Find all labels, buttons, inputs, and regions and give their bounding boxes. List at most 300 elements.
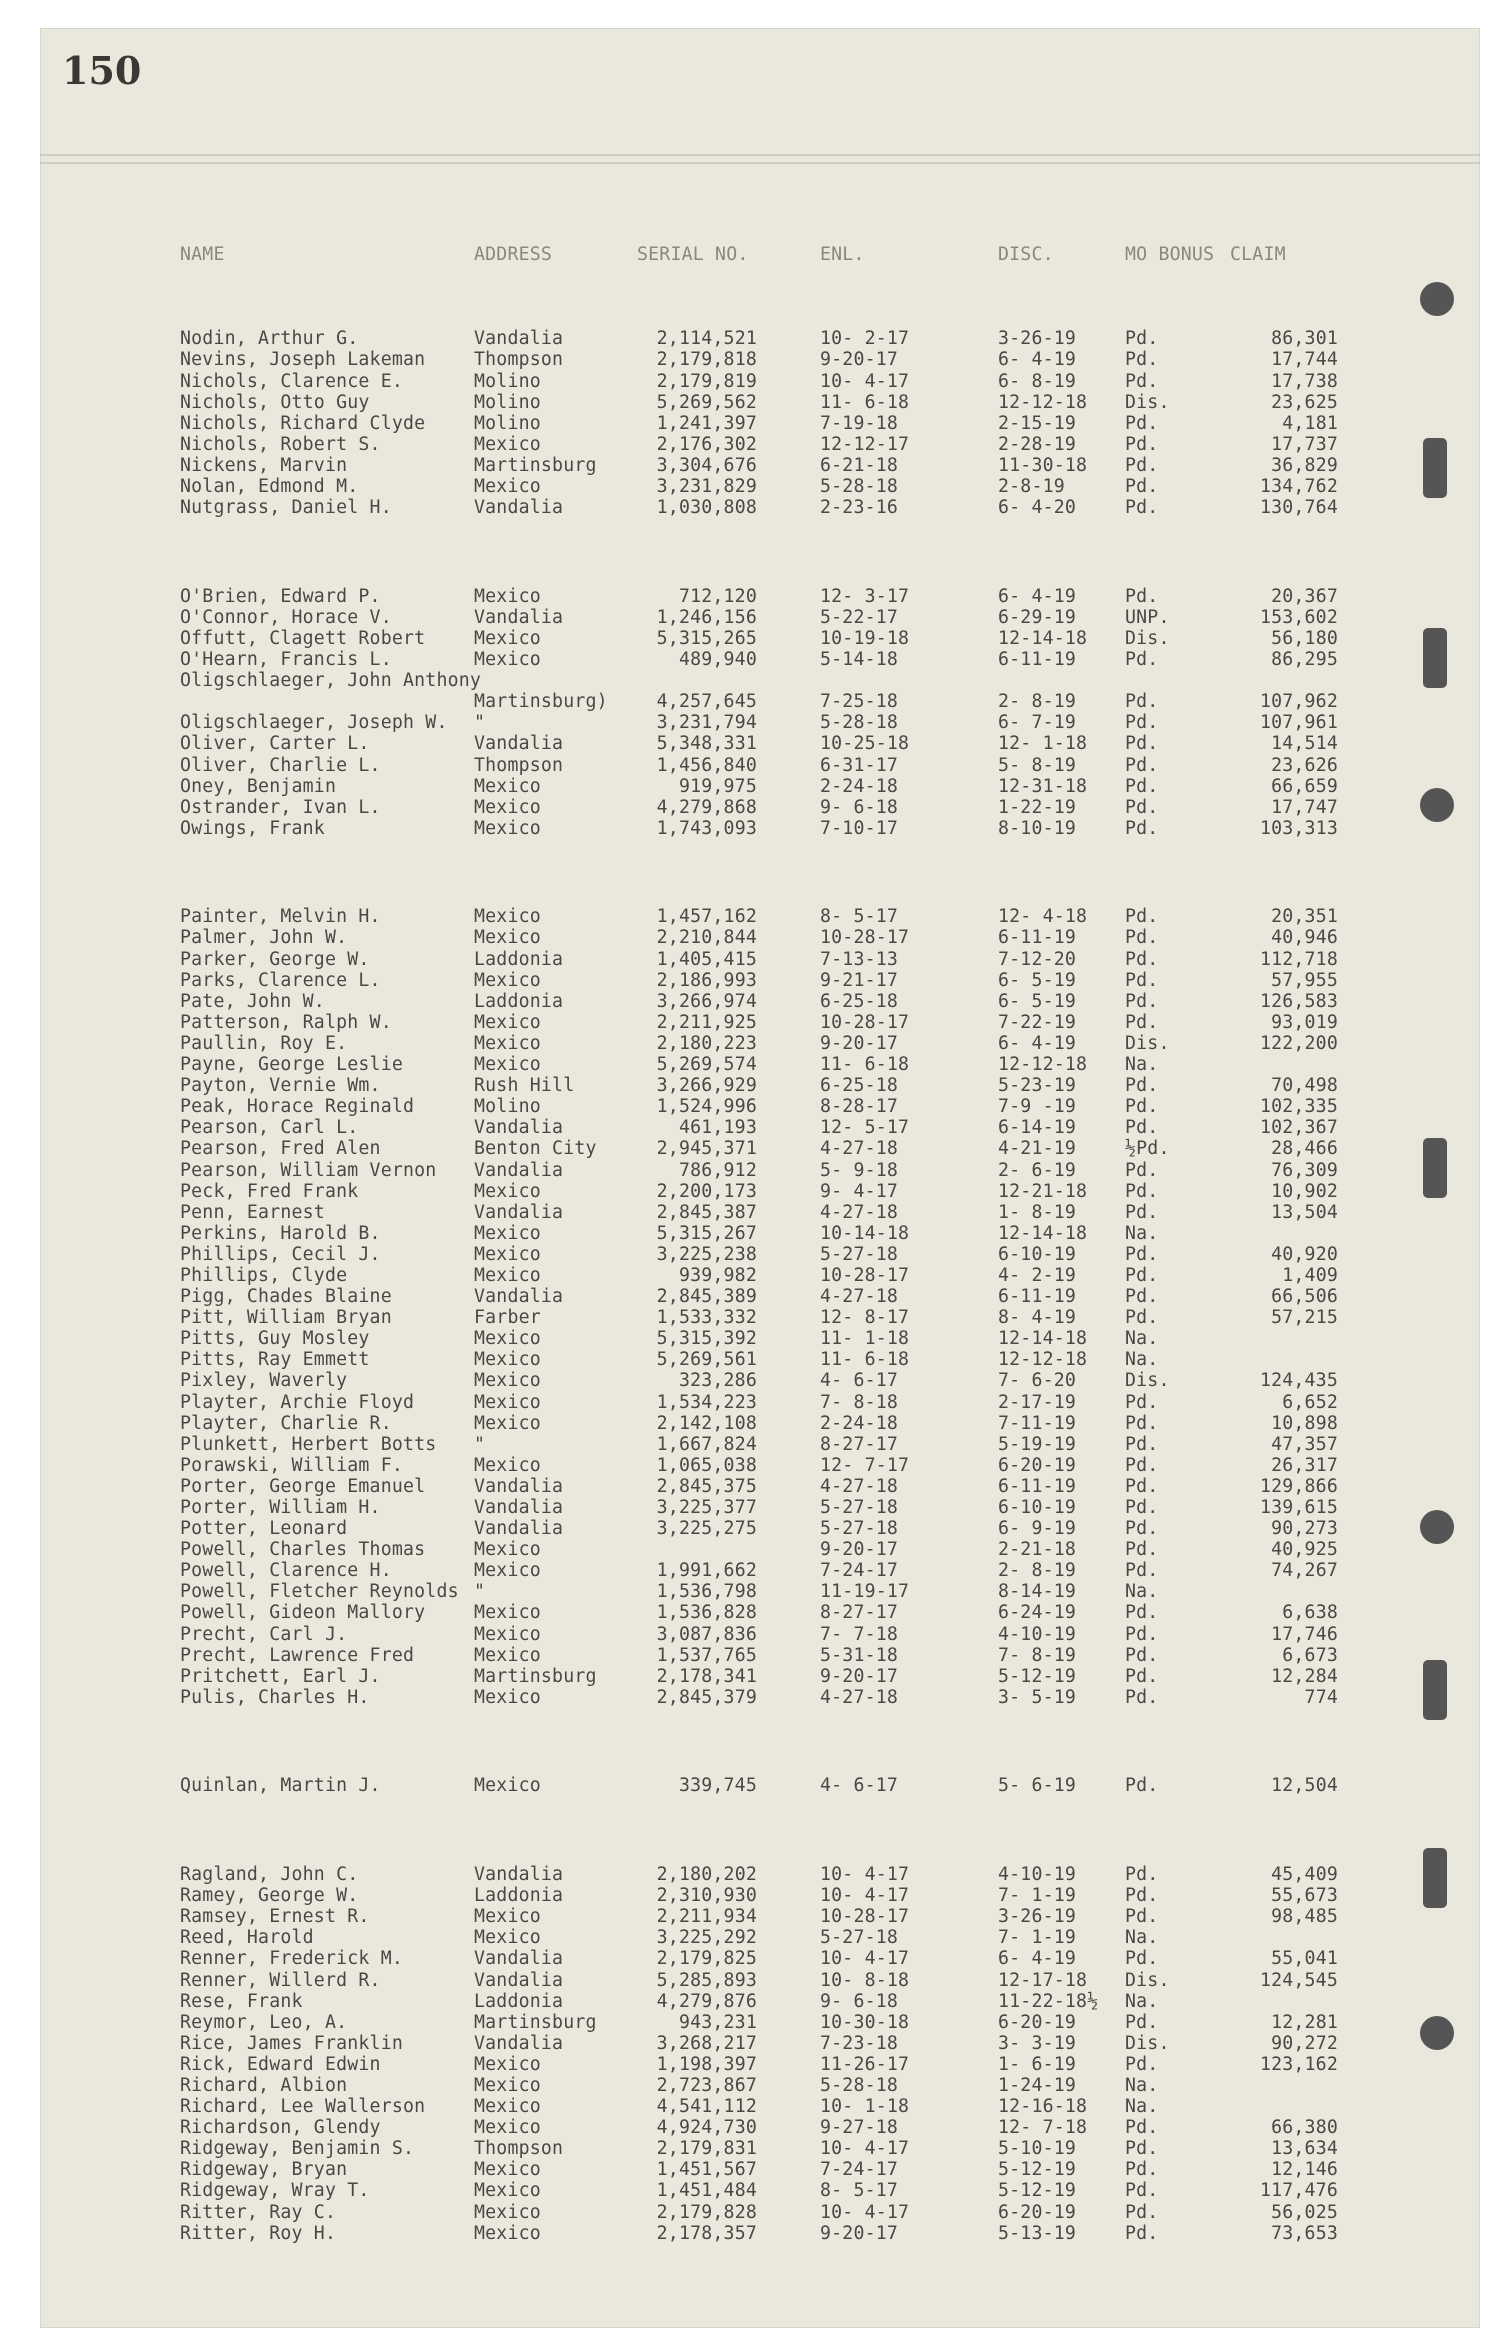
entry-address: Farber [474, 1307, 541, 1329]
entry-name: Offutt, Clagett Robert [180, 627, 426, 649]
ledger-row [180, 392, 1380, 413]
entry-address: Martinsburg [474, 454, 597, 476]
entry-discharged-date: 5-10-19 [998, 2138, 1077, 2160]
entry-serial-number: 2,845,389 [656, 1286, 757, 1308]
entry-name: Peck, Fred Frank [180, 1180, 359, 1202]
entry-enlisted-date: 6-25-18 [820, 990, 899, 1012]
entry-name: Powell, Gideon Mallory [180, 1602, 426, 1624]
entry-address: Molino [474, 391, 541, 413]
entry-bonus-status: Pd. [1125, 2180, 1159, 2202]
entry-serial-number: 1,198,397 [656, 2053, 757, 2075]
entry-bonus-status: Na. [1125, 2075, 1159, 2097]
group-spacer [180, 265, 1380, 328]
entry-enlisted-date: 8-27-17 [820, 1602, 899, 1624]
entry-enlisted-date: 12- 5-17 [820, 1117, 910, 1139]
entry-discharged-date: 1- 8-19 [998, 1201, 1077, 1223]
entry-discharged-date: 3-26-19 [998, 1906, 1077, 1928]
entry-bonus-status: Na. [1125, 1927, 1159, 1949]
entry-discharged-date: 12-14-18 [998, 627, 1088, 649]
entry-claim-number: 70,498 [1271, 1075, 1338, 1097]
ledger-row [180, 349, 1380, 370]
entry-bonus-status: Pd. [1125, 1011, 1159, 1033]
binder-hole-round [1420, 1510, 1454, 1544]
entry-serial-number: 1,456,840 [656, 754, 757, 776]
entry-enlisted-date: 7-10-17 [820, 817, 899, 839]
entry-serial-number: 2,211,925 [656, 1011, 757, 1033]
entry-address: Benton City [474, 1138, 597, 1160]
entry-enlisted-date: 9-20-17 [820, 1539, 899, 1561]
entry-address: Vandalia [474, 2032, 564, 2054]
ledger-row [180, 906, 1380, 927]
entry-serial-number: 1,991,662 [656, 1560, 757, 1582]
ledger-row [180, 434, 1380, 455]
entry-bonus-status: Na. [1125, 1054, 1159, 1076]
entry-discharged-date: 6- 9-19 [998, 1518, 1077, 1540]
entry-enlisted-date: 9- 6-18 [820, 1990, 899, 2012]
entry-address: Mexico [474, 1391, 541, 1413]
entry-name: Porawski, William F. [180, 1454, 403, 1476]
entry-name: Pritchett, Earl J. [180, 1665, 381, 1687]
entry-discharged-date: 6-14-19 [998, 1117, 1077, 1139]
ledger-row [180, 1096, 1380, 1117]
header-claim: CLAIM [1230, 244, 1286, 265]
record-group [180, 328, 1380, 518]
entry-bonus-status: Pd. [1125, 1665, 1159, 1687]
entry-bonus-status: Pd. [1125, 1096, 1159, 1118]
entry-enlisted-date: 12- 3-17 [820, 585, 910, 607]
entry-discharged-date: 1-24-19 [998, 2075, 1077, 2097]
ledger-row [180, 1645, 1380, 1666]
ledger-row [180, 2138, 1380, 2159]
entry-serial-number: 3,266,974 [656, 990, 757, 1012]
entry-bonus-status: Pd. [1125, 906, 1159, 928]
ledger-row [180, 1476, 1380, 1497]
entry-discharged-date: 11-22-18½ [998, 1990, 1099, 2012]
entry-name: Pearson, Fred Alen [180, 1138, 381, 1160]
ledger-row [180, 2180, 1380, 2201]
entry-discharged-date: 1- 6-19 [998, 2053, 1077, 2075]
entry-claim-number: 102,367 [1259, 1117, 1338, 1139]
entry-name: Painter, Melvin H. [180, 906, 381, 928]
entry-bonus-status: Pd. [1125, 1686, 1159, 1708]
entry-address: Vandalia [474, 328, 564, 350]
entry-claim-number: 55,041 [1271, 1948, 1338, 1970]
entry-enlisted-date: 9-21-17 [820, 969, 899, 991]
ledger-row [180, 2054, 1380, 2075]
entry-address: Mexico [474, 1927, 541, 1949]
entry-address: Mexico [474, 1686, 541, 1708]
entry-claim-number: 17,747 [1271, 796, 1338, 818]
entry-address: Martinsburg) [474, 691, 608, 713]
ledger-row [180, 1160, 1380, 1181]
entry-name: Oligschlaeger, John Anthony [180, 670, 482, 692]
entry-discharged-date: 2- 8-19 [998, 691, 1077, 713]
entry-bonus-status: Pd. [1125, 990, 1159, 1012]
entry-discharged-date: 6-11-19 [998, 649, 1077, 671]
ledger-row [180, 1075, 1380, 1096]
entry-bonus-status: Pd. [1125, 1433, 1159, 1455]
ledger-row [180, 1455, 1380, 1476]
entry-discharged-date: 6-24-19 [998, 1602, 1077, 1624]
entry-serial-number: 2,142,108 [656, 1412, 757, 1434]
entry-claim-number: 134,762 [1259, 476, 1338, 498]
entry-serial-number: 1,405,415 [656, 948, 757, 970]
entry-address: Mexico [474, 1222, 541, 1244]
entry-name: Nichols, Otto Guy [180, 391, 370, 413]
entry-bonus-status: Pd. [1125, 2201, 1159, 2223]
entry-name: Porter, George Emanuel [180, 1475, 426, 1497]
entry-claim-number: 23,626 [1271, 754, 1338, 776]
binder-hole-slot [1423, 438, 1447, 498]
entry-bonus-status: Pd. [1125, 1180, 1159, 1202]
ledger-row [180, 1624, 1380, 1645]
binder-hole-slot [1423, 1660, 1447, 1720]
binder-hole-round [1420, 788, 1454, 822]
record-group [180, 586, 1380, 839]
entry-discharged-date: 6- 4-19 [998, 349, 1077, 371]
entry-name: Nichols, Richard Clyde [180, 412, 426, 434]
entry-discharged-date: 6- 4-19 [998, 1032, 1077, 1054]
entry-discharged-date: 7-12-20 [998, 948, 1077, 970]
entry-name: Phillips, Clyde [180, 1264, 348, 1286]
entry-enlisted-date: 4-27-18 [820, 1686, 899, 1708]
entry-discharged-date: 5-19-19 [998, 1433, 1077, 1455]
entry-claim-number: 66,380 [1271, 2117, 1338, 2139]
entry-enlisted-date: 7-19-18 [820, 412, 899, 434]
entry-name: Powell, Fletcher Reynolds [180, 1581, 459, 1603]
entry-claim-number: 124,435 [1259, 1370, 1338, 1392]
entry-address: Mexico [474, 1539, 541, 1561]
entry-claim-number: 20,367 [1271, 585, 1338, 607]
entry-discharged-date: 7- 6-20 [998, 1370, 1077, 1392]
entry-serial-number: 3,231,829 [656, 476, 757, 498]
entry-bonus-status: Pd. [1125, 1885, 1159, 1907]
entry-serial-number: 943,231 [678, 2011, 757, 2033]
entry-bonus-status: Pd. [1125, 691, 1159, 713]
entry-name: Playter, Archie Floyd [180, 1391, 415, 1413]
entry-name: Oney, Benjamin [180, 775, 337, 797]
ledger-row [180, 991, 1380, 1012]
entry-bonus-status: Pd. [1125, 754, 1159, 776]
entry-address: Mexico [474, 2117, 541, 2139]
entry-address: Vandalia [474, 1159, 564, 1181]
entry-address: Vandalia [474, 1117, 564, 1139]
entry-bonus-status: Pd. [1125, 585, 1159, 607]
entry-bonus-status: Pd. [1125, 649, 1159, 671]
entry-bonus-status: Pd. [1125, 2222, 1159, 2244]
ledger-row [180, 1202, 1380, 1223]
entry-enlisted-date: 4-27-18 [820, 1201, 899, 1223]
entry-discharged-date: 5-12-19 [998, 2180, 1077, 2202]
entry-claim-number: 12,284 [1271, 1665, 1338, 1687]
ledger-row [180, 712, 1380, 733]
ledger-row [180, 1265, 1380, 1286]
entry-discharged-date: 2-8-19 [998, 476, 1065, 498]
entry-address: Vandalia [474, 1286, 564, 1308]
entry-enlisted-date: 10-19-18 [820, 627, 910, 649]
entry-address: Mexico [474, 1264, 541, 1286]
entry-name: Ostrander, Ivan L. [180, 796, 381, 818]
entry-discharged-date: 6-11-19 [998, 1286, 1077, 1308]
ledger-row [180, 1434, 1380, 1455]
entry-name: Pitt, William Bryan [180, 1307, 392, 1329]
entry-bonus-status: Pd. [1125, 1243, 1159, 1265]
entry-bonus-status: Na. [1125, 1581, 1159, 1603]
entry-discharged-date: 6-20-19 [998, 1454, 1077, 1476]
entry-claim-number: 12,281 [1271, 2011, 1338, 2033]
entry-enlisted-date: 11- 6-18 [820, 391, 910, 413]
entry-address: Vandalia [474, 1969, 564, 1991]
entry-address: Vandalia [474, 1475, 564, 1497]
entry-claim-number: 45,409 [1271, 1864, 1338, 1886]
entry-serial-number: 3,087,836 [656, 1623, 757, 1645]
entry-claim-number: 56,025 [1271, 2201, 1338, 2223]
entry-address: Vandalia [474, 606, 564, 628]
entry-name: Nodin, Arthur G. [180, 328, 359, 350]
entry-enlisted-date: 7- 8-18 [820, 1391, 899, 1413]
entry-discharged-date: 3- 3-19 [998, 2032, 1077, 2054]
entry-serial-number: 1,743,093 [656, 817, 757, 839]
entry-enlisted-date: 2-24-18 [820, 1412, 899, 1434]
entry-name: Patterson, Ralph W. [180, 1011, 392, 1033]
entry-enlisted-date: 10- 4-17 [820, 2138, 910, 2160]
entry-name: O'Hearn, Francis L. [180, 649, 392, 671]
entry-enlisted-date: 9-27-18 [820, 2117, 899, 2139]
entry-enlisted-date: 5-28-18 [820, 2075, 899, 2097]
entry-bonus-status: Pd. [1125, 1475, 1159, 1497]
entry-bonus-status: Pd. [1125, 1644, 1159, 1666]
entry-enlisted-date: 10-14-18 [820, 1222, 910, 1244]
entry-serial-number: 2,178,341 [656, 1665, 757, 1687]
entry-bonus-status: Pd. [1125, 1864, 1159, 1886]
entry-discharged-date: 3- 5-19 [998, 1686, 1077, 1708]
ledger-row [180, 1885, 1380, 1906]
ledger-row [180, 2096, 1380, 2117]
entry-claim-number: 129,866 [1259, 1475, 1338, 1497]
ledger-row [180, 755, 1380, 776]
entry-serial-number: 3,225,377 [656, 1497, 757, 1519]
ledger-row [180, 949, 1380, 970]
ledger-row [180, 1392, 1380, 1413]
entry-serial-number: 2,176,302 [656, 433, 757, 455]
entry-serial-number: 2,178,357 [656, 2222, 757, 2244]
entry-bonus-status: Pd. [1125, 927, 1159, 949]
entry-name: Pigg, Chades Blaine [180, 1286, 392, 1308]
entry-address: Molino [474, 370, 541, 392]
entry-serial-number: 3,225,292 [656, 1927, 757, 1949]
entry-address: Mexico [474, 627, 541, 649]
entry-bonus-status: Pd. [1125, 328, 1159, 350]
entry-address: Mexico [474, 649, 541, 671]
entry-serial-number: 4,541,112 [656, 2096, 757, 2118]
entry-enlisted-date: 4-27-18 [820, 1286, 899, 1308]
entry-enlisted-date: 7-24-17 [820, 2159, 899, 2181]
entry-serial-number: 4,279,868 [656, 796, 757, 818]
entry-discharged-date: 6- 7-19 [998, 712, 1077, 734]
entry-claim-number: 103,313 [1259, 817, 1338, 839]
entry-enlisted-date: 10- 4-17 [820, 2201, 910, 2223]
entry-serial-number: 1,457,162 [656, 906, 757, 928]
entry-serial-number: 1,534,223 [656, 1391, 757, 1413]
ledger-row [180, 455, 1380, 476]
entry-discharged-date: 6- 4-19 [998, 585, 1077, 607]
entry-bonus-status: Na. [1125, 1349, 1159, 1371]
entry-name: Payton, Vernie Wm. [180, 1075, 381, 1097]
entry-address: Mexico [474, 2222, 541, 2244]
entry-bonus-status: Pd. [1125, 948, 1159, 970]
entry-address: Mexico [474, 1243, 541, 1265]
entry-name: Plunkett, Herbert Botts [180, 1433, 437, 1455]
entry-bonus-status: Dis. [1125, 1370, 1170, 1392]
ledger-row [180, 1033, 1380, 1054]
ledger-row [180, 2012, 1380, 2033]
entry-enlisted-date: 8- 5-17 [820, 2180, 899, 2202]
entry-claim-number: 122,200 [1259, 1032, 1338, 1054]
entry-enlisted-date: 10- 4-17 [820, 1885, 910, 1907]
entry-name: Ritter, Roy H. [180, 2222, 337, 2244]
entry-claim-number: 13,634 [1271, 2138, 1338, 2160]
ledger-row [180, 628, 1380, 649]
entry-serial-number: 2,179,831 [656, 2138, 757, 2160]
entry-enlisted-date: 5-31-18 [820, 1644, 899, 1666]
entry-name: Richard, Lee Wallerson [180, 2096, 426, 2118]
entry-address: Mexico [474, 2159, 541, 2181]
entry-enlisted-date: 12- 8-17 [820, 1307, 910, 1329]
entry-claim-number: 17,746 [1271, 1623, 1338, 1645]
entry-serial-number: 1,537,765 [656, 1644, 757, 1666]
ledger-table [180, 244, 1380, 2244]
entry-enlisted-date: 4- 6-17 [820, 1775, 899, 1797]
ledger-row [180, 1307, 1380, 1328]
entry-discharged-date: 6- 4-20 [998, 497, 1077, 519]
entry-address: Mexico [474, 927, 541, 949]
entry-enlisted-date: 10-30-18 [820, 2011, 910, 2033]
entry-claim-number: 73,653 [1271, 2222, 1338, 2244]
entry-claim-number: 90,273 [1271, 1518, 1338, 1540]
entry-enlisted-date: 11-26-17 [820, 2053, 910, 2075]
binder-hole-round [1420, 2016, 1454, 2050]
entry-address: Mexico [474, 1032, 541, 1054]
ledger-row [180, 2117, 1380, 2138]
entry-enlisted-date: 10-28-17 [820, 1264, 910, 1286]
ledger-row [180, 1054, 1380, 1075]
ledger-row [180, 1539, 1380, 1560]
entry-address: Mexico [474, 1644, 541, 1666]
entry-name: Nickens, Marvin [180, 454, 348, 476]
entry-claim-number: 86,295 [1271, 649, 1338, 671]
entry-discharged-date: 6- 5-19 [998, 990, 1077, 1012]
entry-claim-number: 76,309 [1271, 1159, 1338, 1181]
entry-claim-number: 14,514 [1271, 733, 1338, 755]
entry-serial-number: 2,114,521 [656, 328, 757, 350]
entry-address: Martinsburg [474, 2011, 597, 2033]
entry-enlisted-date: 7-24-17 [820, 1560, 899, 1582]
entry-serial-number: 2,845,387 [656, 1201, 757, 1223]
entry-address: Mexico [474, 1602, 541, 1624]
entry-discharged-date: 8-14-19 [998, 1581, 1077, 1603]
ledger-row [180, 497, 1380, 518]
entry-discharged-date: 4-10-19 [998, 1864, 1077, 1886]
entry-discharged-date: 6-10-19 [998, 1497, 1077, 1519]
entry-address: Molino [474, 1096, 541, 1118]
entry-claim-number: 23,625 [1271, 391, 1338, 413]
entry-discharged-date: 8-10-19 [998, 817, 1077, 839]
entry-address: Vandalia [474, 1201, 564, 1223]
entry-name: Renner, Frederick M. [180, 1948, 403, 1970]
entry-bonus-status: Pd. [1125, 412, 1159, 434]
entry-bonus-status: Pd. [1125, 796, 1159, 818]
entry-bonus-status: Pd. [1125, 1159, 1159, 1181]
entry-name: Pate, John W. [180, 990, 325, 1012]
ledger-row [180, 670, 1380, 691]
entry-serial-number: 3,231,794 [656, 712, 757, 734]
entry-discharged-date: 6-11-19 [998, 1475, 1077, 1497]
entry-bonus-status: Dis. [1125, 627, 1170, 649]
record-group [180, 1864, 1380, 2244]
entry-serial-number: 2,200,173 [656, 1180, 757, 1202]
entry-name: Rick, Edward Edwin [180, 2053, 381, 2075]
entry-name: Ridgeway, Bryan [180, 2159, 348, 2181]
entry-enlisted-date: 9- 6-18 [820, 796, 899, 818]
entry-bonus-status: Pd. [1125, 712, 1159, 734]
entry-address: Molino [474, 412, 541, 434]
entry-claim-number: 20,351 [1271, 906, 1338, 928]
entry-name: Playter, Charlie R. [180, 1412, 392, 1434]
entry-address: Mexico [474, 775, 541, 797]
entry-serial-number: 2,211,934 [656, 1906, 757, 1928]
entry-discharged-date: 2- 6-19 [998, 1159, 1077, 1181]
ledger-row [180, 2202, 1380, 2223]
ledger-row [180, 1223, 1380, 1244]
entry-serial-number: 489,940 [678, 649, 757, 671]
ledger-row [180, 1581, 1380, 1602]
entry-enlisted-date: 7-23-18 [820, 2032, 899, 2054]
entry-enlisted-date: 11-19-17 [820, 1581, 910, 1603]
entry-serial-number: 4,257,645 [656, 691, 757, 713]
entry-address: Mexico [474, 1454, 541, 1476]
entry-name: Ritter, Ray C. [180, 2201, 337, 2223]
entry-address: Vandalia [474, 1864, 564, 1886]
entry-bonus-status: ½Pd. [1125, 1138, 1170, 1160]
entry-address: Martinsburg [474, 1665, 597, 1687]
entry-name: Penn, Earnest [180, 1201, 325, 1223]
entry-serial-number: 323,286 [678, 1370, 757, 1392]
entry-serial-number: 3,304,676 [656, 454, 757, 476]
ledger-row [180, 1328, 1380, 1349]
entry-bonus-status: Pd. [1125, 2053, 1159, 2075]
ledger-row [180, 1012, 1380, 1033]
entry-enlisted-date: 5-14-18 [820, 649, 899, 671]
entry-claim-number: 66,659 [1271, 775, 1338, 797]
entry-address: Mexico [474, 1349, 541, 1371]
header-name: NAME [180, 244, 225, 265]
entry-name: Ridgeway, Wray T. [180, 2180, 370, 2202]
entry-enlisted-date: 8- 5-17 [820, 906, 899, 928]
entry-serial-number: 3,225,238 [656, 1243, 757, 1265]
entry-address: Vandalia [474, 733, 564, 755]
ledger-row [180, 1991, 1380, 2012]
entry-address: Mexico [474, 2180, 541, 2202]
entry-serial-number: 2,179,828 [656, 2201, 757, 2223]
entry-serial-number: 1,241,397 [656, 412, 757, 434]
header-enl: ENL. [820, 244, 865, 265]
entry-bonus-status: Pd. [1125, 454, 1159, 476]
entry-discharged-date: 5-12-19 [998, 1665, 1077, 1687]
entry-name: Reed, Harold [180, 1927, 314, 1949]
entry-claim-number: 774 [1304, 1686, 1338, 1708]
ledger-row [180, 1138, 1380, 1159]
entry-discharged-date: 6-20-19 [998, 2011, 1077, 2033]
